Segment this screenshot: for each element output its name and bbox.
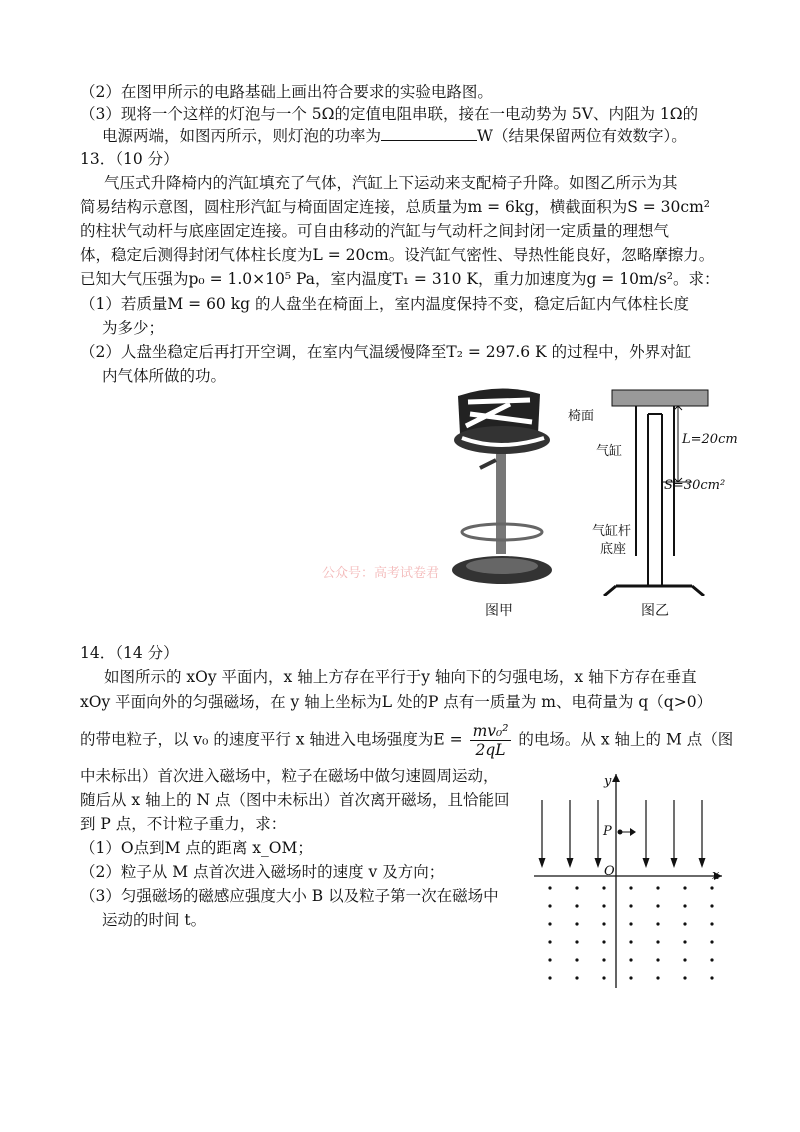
question-12-part3: （3）现将一个这样的灯泡与一个 5Ω的定值电阻串联，接在一电动势为 5V、内阻为 1Ω的 xyxy=(80,105,699,123)
b-field-dot xyxy=(683,976,686,979)
L-dimension xyxy=(674,406,682,482)
b-field-dot xyxy=(548,940,551,943)
b-field-dot xyxy=(683,922,686,925)
b-field-dot xyxy=(602,922,605,925)
watermark: 公众号：高考试卷君 xyxy=(322,566,440,581)
e-field-arrowhead xyxy=(699,858,706,868)
question-12-part2: （2）在图甲所示的电路基础上画出符合要求的实验电路图。 xyxy=(80,83,493,101)
q13-paragraph-3: 的柱状气动杆与底座固定连接。可自由移动的汽缸与气动杆之间封闭一定质量的理想气 xyxy=(80,222,670,240)
field-fraction: $\frac{\text{mv₀²}}{2qL}$ xyxy=(470,722,512,759)
L-label: L=20cm xyxy=(682,432,738,447)
b-field-dot xyxy=(575,958,578,961)
b-field-dot xyxy=(602,958,605,961)
e-field-arrowhead xyxy=(539,858,546,868)
rod xyxy=(648,414,662,586)
b-field-dot xyxy=(548,976,551,979)
b-field-dot xyxy=(602,904,605,907)
velocity-arrow xyxy=(630,828,636,836)
q14-sub2: （2）粒子从 M 点首次进入磁场时的速度 v 及方向； xyxy=(80,863,445,881)
b-field-dot xyxy=(629,886,632,889)
point-P-dot xyxy=(618,830,623,835)
q13-sub2-cont: 内气体所做的功。 xyxy=(102,367,227,385)
question-14-heading: 14．（14 分） xyxy=(80,644,179,662)
q13-sub2: （2）人盘坐稳定后再打开空调，在室内气温缓慢降至T₂ = 297.6 K 的过程中，外界对缸 xyxy=(80,343,692,361)
e-field-arrowhead xyxy=(567,858,574,868)
q13-paragraph-4: 体，稳定后测得封闭气体柱长度为L = 20cm。设汽缸气密性、导热性能良好，忽略摩擦力。 xyxy=(80,246,715,264)
q14-paragraph-6: 到 P 点，不计粒子重力，求： xyxy=(80,815,287,833)
answer-blank[interactable] xyxy=(381,126,477,141)
b-field-dot xyxy=(710,886,713,889)
b-field-dot xyxy=(710,922,713,925)
q14-paragraph-4: 中未标出）首次进入磁场中，粒子在磁场中做匀速圆周运动， xyxy=(80,767,499,785)
y-axis-arrow xyxy=(612,774,620,782)
origin-label: O xyxy=(604,864,615,879)
chair-photo xyxy=(440,382,560,602)
b-field-dot xyxy=(602,886,605,889)
e-field-arrowhead xyxy=(671,858,678,868)
S-label: S=30cm² xyxy=(664,478,726,493)
b-field-dot xyxy=(710,958,713,961)
b-field-dot xyxy=(602,976,605,979)
b-field-dot xyxy=(629,976,632,979)
q14-sub3-cont: 运动的时间 t。 xyxy=(102,911,207,929)
q14-paragraph-3: 的带电粒子，以 v₀ 的速度平行 x 轴进入电场强度为E = $\frac{\text{mv₀²}}{2qL}$ 的电场。从 x 轴上的 M 点（图 xyxy=(80,722,734,759)
b-field-dot xyxy=(656,940,659,943)
b-field-dot xyxy=(656,958,659,961)
question-12-part3-cont: 电源两端，如图丙所示，则灯泡的功率为 W（结果保留两位有效数字）。 xyxy=(102,127,687,145)
seat-plate xyxy=(612,390,708,406)
e-field-arrowhead xyxy=(595,858,602,868)
b-field-dot xyxy=(629,904,632,907)
b-field-dot xyxy=(683,940,686,943)
b-field-dot xyxy=(575,904,578,907)
b-field-dot xyxy=(575,940,578,943)
rod-label: 气缸杆 xyxy=(592,524,632,539)
question-13-heading: 13．（10 分） xyxy=(80,150,179,168)
b-field-dot xyxy=(548,886,551,889)
q14-paragraph-2: xOy 平面向外的匀强磁场，在 y 轴上坐标为L 处的P 点有一质量为 m、电荷量为 q（q>0） xyxy=(80,693,713,711)
b-field-dot xyxy=(683,958,686,961)
b-field-dot xyxy=(575,922,578,925)
b-field-dot xyxy=(629,940,632,943)
q13-paragraph-5: 已知大气压强为p₀ = 1.0×10⁵ Pa，室内温度T₁ = 310 K，重力加速度为g = 10m/s²。求： xyxy=(80,270,720,288)
fig-b-caption: 图乙 xyxy=(641,603,669,619)
y-axis-label: y xyxy=(604,774,612,789)
q13-sub1: （1）若质量M = 60 kg 的人盘坐在椅面上，室内温度保持不变，稳定后缸内气体柱长度 xyxy=(80,295,689,313)
q13-paragraph-1: 气压式升降椅内的汽缸填充了气体，汽缸上下运动来支配椅子升降。如图乙所示为其 xyxy=(104,174,678,192)
b-field-dot xyxy=(602,940,605,943)
q13-sub1-cont: 为多少； xyxy=(102,319,165,337)
field-diagram xyxy=(528,770,728,995)
b-field-dot xyxy=(548,922,551,925)
seat-label: 椅面 xyxy=(568,409,595,424)
electric-field-arrows xyxy=(539,800,706,868)
b-field-dot xyxy=(629,922,632,925)
b-field-dot xyxy=(683,904,686,907)
q14-sub1: （1）O点到M 点的距离 x_OM； xyxy=(80,839,313,857)
q14-paragraph-1: 如图所示的 xOy 平面内，x 轴上方存在平行于y 轴向下的匀强电场，x 轴下方存在垂直 xyxy=(104,668,697,686)
b-field-dot xyxy=(575,886,578,889)
base-frame xyxy=(604,586,704,596)
b-field-dot xyxy=(710,940,713,943)
b-field-dot xyxy=(575,976,578,979)
e-field-arrowhead xyxy=(643,858,650,868)
b-field-dot xyxy=(548,904,551,907)
b-field-dot xyxy=(710,976,713,979)
b-field-dot xyxy=(548,958,551,961)
b-field-dot xyxy=(656,886,659,889)
cylinder-label: 气缸 xyxy=(596,444,623,459)
q14-sub3: （3）匀强磁场的磁感应强度大小 B 以及粒子第一次在磁场中 xyxy=(80,887,499,905)
fig-a-caption: 图甲 xyxy=(485,603,513,619)
b-field-dot xyxy=(710,904,713,907)
b-field-dot xyxy=(629,958,632,961)
magnetic-field-dots xyxy=(548,886,713,979)
q13-paragraph-2: 简易结构示意图，圆柱形汽缸与椅面固定连接，总质量为m = 6kg，横截面积为S = 30cm² xyxy=(80,198,710,216)
b-field-dot xyxy=(656,922,659,925)
x-axis-label: x xyxy=(712,868,720,883)
base-label: 底座 xyxy=(600,542,627,557)
b-field-dot xyxy=(683,886,686,889)
b-field-dot xyxy=(656,904,659,907)
point-P-label: P xyxy=(603,824,612,839)
q14-paragraph-5: 随后从 x 轴上的 N 点（图中未标出）首次离开磁场，且恰能回 xyxy=(80,791,510,809)
b-field-dot xyxy=(656,976,659,979)
